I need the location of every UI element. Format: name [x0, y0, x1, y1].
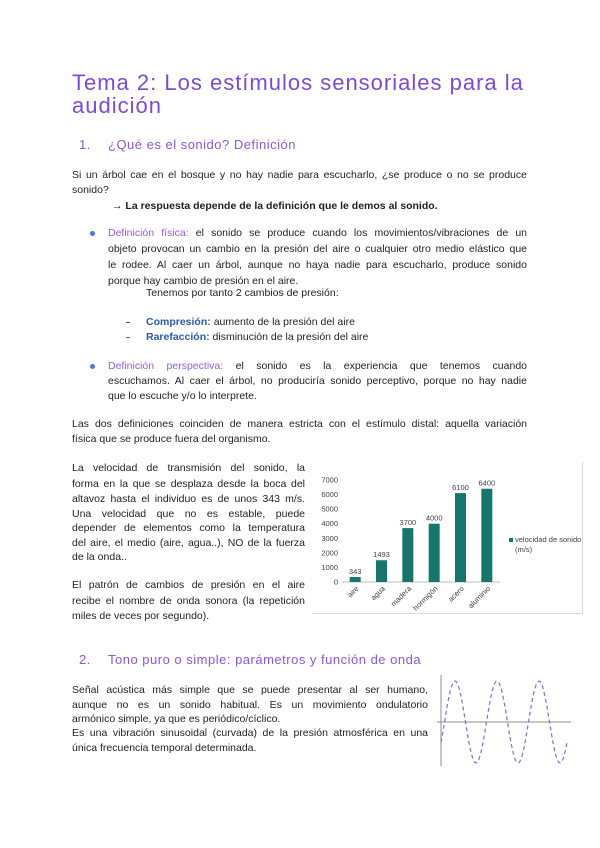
pure-tone-paragraph-line: armónico simple, ya que es periódico/cíclico. — [72, 713, 281, 725]
perceptual-definition-line — [108, 359, 527, 373]
data-label-aluminio: 6400 — [478, 478, 496, 488]
pressure-change-item — [146, 315, 355, 329]
data-label-agua: 1493 — [373, 550, 390, 560]
section-1-heading: ¿Qué es el sonido? Definición — [108, 137, 296, 152]
bullet-dot — [90, 364, 95, 369]
sound-wave-paragraph-line: recibe el nombre de onda sonora (la repetición — [72, 595, 305, 607]
x-tick-label-aire: aire — [345, 584, 361, 600]
speed-paragraph-line: del aire, el medio (aire, agua..), NO de la fuerza — [72, 537, 305, 549]
data-label-madera: 3700 — [399, 518, 417, 528]
physical-definition-line: objeto provocan un cambio en la presión del aire o cualquier otro medio elástico que — [108, 243, 527, 255]
question-line: Si un árbol cae en el bosque y no hay nadie para escucharlo, ¿se produce o no se produce — [72, 169, 527, 181]
perceptual-definition-line: escuchamos. Al caer el árbol, no produciría sonido perceptivo, porque no hay nadie — [108, 375, 527, 387]
speed-paragraph-line: de la onda.. — [72, 551, 127, 563]
question-line: sonido? — [72, 184, 109, 196]
speed-paragraph-line: depender de elementos como la temperatura — [72, 522, 305, 534]
data-label-hormigon: 4000 — [425, 513, 443, 523]
bar-hormigon — [429, 524, 440, 582]
sound-wave-paragraph-line: miles de veces por segundo). — [72, 610, 210, 622]
bar-aluminio — [481, 489, 492, 582]
y-tick-label: 2000 — [321, 548, 338, 558]
bar-aire — [350, 577, 361, 582]
section-2-heading: Tono puro o simple: parámetros y función de onda — [108, 652, 422, 667]
conclusion-line: física que se produce fuera del organismo. — [72, 433, 271, 445]
speed-paragraph-line: forma en la que se desplaza desde la boca del — [72, 478, 305, 490]
x-tick-label-agua: agua — [368, 584, 387, 603]
y-tick-label: 5000 — [321, 504, 338, 514]
perceptual-definition-line: que lo escuche y/o lo interprete. — [108, 390, 257, 402]
sound-speed-chart — [312, 462, 583, 614]
pressure-change-text: disminución de la presión del aire — [212, 331, 369, 343]
list-dash — [126, 322, 130, 323]
pure-tone-paragraph-line: única frecuencia temporal determinada. — [72, 742, 257, 754]
pressure-change-text: aumento de la presión del aire — [213, 316, 355, 328]
physical-definition-label: Definición física: — [108, 227, 189, 239]
section-2-number: 2. — [79, 652, 91, 667]
pressure-changes-intro: Tenemos por tanto 2 cambios de presión: — [146, 287, 339, 299]
speed-paragraph-line: altavoz hasta el individuo es de unos 343 m/s. — [72, 493, 305, 505]
bar-agua — [376, 560, 387, 582]
data-label-aire: 343 — [348, 567, 362, 576]
y-tick-label: 0 — [333, 577, 338, 587]
x-tick-label-aluminio: aluminio — [466, 584, 493, 611]
legend-label: velocidad de sonido (m/s) — [515, 535, 582, 554]
speed-paragraph-line: Una velocidad que no es estable, puede — [72, 508, 305, 520]
physical-definition-line — [108, 226, 527, 240]
list-dash — [126, 337, 130, 338]
sound-wave-paragraph-line: El patrón de cambios de presión en el aire — [72, 579, 305, 591]
pressure-change-item — [146, 330, 368, 344]
pressure-change-term: Compresión: — [146, 316, 211, 328]
physical-definition-text: el sonido se produce cuando los movimientos/vibraciones de un — [195, 227, 528, 239]
section-1-number: 1. — [79, 137, 91, 152]
conclusion-line: Las dos definiciones coinciden de manera estricta con el estímulo distal: aquella variación — [72, 418, 527, 430]
legend-swatch — [509, 538, 513, 542]
answer-statement: → La respuesta depende de la definición que le demos al sonido. — [112, 200, 438, 212]
bar-acero — [455, 493, 466, 582]
page-title: Tema 2: Los estímulos sensoriales para la audición — [72, 70, 524, 118]
bar-madera — [402, 528, 413, 582]
bullet-dot — [90, 231, 95, 236]
pure-tone-paragraph-line: Es una vibración sinusoidal (curvada) de la presión atmosférica en una — [72, 727, 428, 739]
physical-definition-line: le rodee. Al caer un árbol, aunque no haya nadie para escucharlo, produce sonido — [108, 259, 527, 271]
x-tick-label-hormigon: hormigón — [411, 584, 440, 613]
y-tick-label: 3000 — [321, 533, 338, 543]
sine-wave-diagram — [436, 672, 572, 768]
data-label-acero: 6100 — [452, 483, 469, 493]
y-tick-label: 7000 — [321, 475, 338, 485]
x-tick-label-madera: madera — [388, 584, 414, 609]
y-tick-label: 4000 — [321, 519, 338, 529]
pure-tone-paragraph-line: Señal acústica más simple que se puede presentar al ser humano, — [72, 684, 428, 696]
speed-paragraph-line: La velocidad de transmisión del sonido, la — [72, 462, 305, 474]
perceptual-definition-text: el sonido es la experiencia que tenemos cuando — [235, 360, 528, 372]
x-tick-label-acero: acero — [446, 584, 466, 604]
y-tick-label: 6000 — [321, 490, 338, 500]
physical-definition-line: porque hay cambio de presión en el aire. — [108, 275, 299, 287]
pure-tone-paragraph-line: aunque no es un sonido habitual. Es un movimiento ondulatorio — [72, 699, 428, 711]
y-tick-label: 1000 — [321, 562, 338, 572]
pressure-change-term: Rarefacción: — [146, 331, 210, 343]
perceptual-definition-label: Definición perspectiva: — [108, 360, 224, 372]
